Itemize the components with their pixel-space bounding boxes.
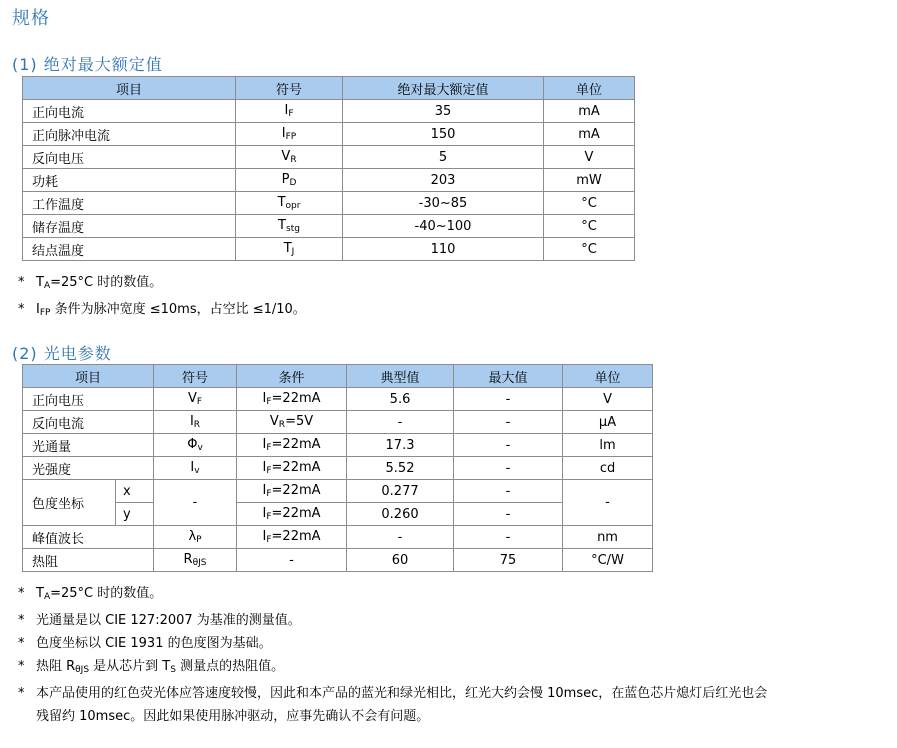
note-text: 色度坐标以 CIE 1931 的色度图为基础。 (36, 636, 272, 651)
symbol-main: V (281, 149, 291, 164)
condition-subscript: R (278, 420, 286, 430)
table-row (23, 215, 635, 238)
symbol-subscript: FP (285, 132, 297, 142)
section-title-absolute-max: (1) 绝对最大额定值 (12, 55, 163, 74)
condition-value: =22mA (271, 460, 321, 475)
note-text: T (36, 586, 44, 601)
notes-absolute-max (18, 271, 306, 325)
note-text: 光通量是以 CIE 127:2007 为基准的测量值。 (36, 613, 301, 628)
cell-symbol (154, 411, 237, 434)
note-subscript: A (43, 592, 51, 602)
condition-value: =22mA (271, 437, 321, 452)
cell-symbol (154, 526, 237, 549)
note-text: 条件为脉冲宽度 ≤10ms，占空比 ≤1/10。 (50, 302, 306, 317)
col-header-item: 项目 (23, 77, 236, 100)
cell-condition: - (237, 549, 347, 572)
page-title: 规格 (12, 8, 50, 29)
cell-value: 203 (343, 169, 544, 192)
col-header-max: 最大值 (454, 365, 563, 388)
condition-main: I (262, 460, 267, 475)
symbol-main: V (187, 391, 197, 406)
note-star: * (18, 659, 25, 674)
table-row (23, 503, 653, 526)
note-star: * (18, 686, 25, 701)
cell-chroma-x-label: x (116, 480, 154, 503)
condition-main: V (269, 414, 279, 429)
cell-typical: 17.3 (347, 434, 454, 457)
condition-value: =22mA (271, 483, 321, 498)
cell-unit: mW (544, 169, 635, 192)
cell-unit: °C (544, 215, 635, 238)
condition-main: I (262, 483, 267, 498)
symbol-main: λ (188, 529, 197, 544)
cell-symbol (236, 238, 343, 261)
table-row (23, 192, 635, 215)
col-header-unit: 单位 (563, 365, 653, 388)
note-subscript: FP (39, 308, 51, 318)
note-item (18, 682, 767, 728)
note-item (18, 655, 767, 682)
cell-unit: cd (563, 457, 653, 480)
cell-typical: - (347, 411, 454, 434)
cell-typical: 0.260 (347, 503, 454, 526)
note-text: =25°C 时的数值。 (50, 586, 163, 601)
cell-unit: °C (544, 238, 635, 261)
cell-max: - (454, 434, 563, 457)
cell-unit: nm (563, 526, 653, 549)
cell-max: 75 (454, 549, 563, 572)
cell-condition (237, 457, 347, 480)
col-header-rating: 绝对最大额定值 (343, 77, 544, 100)
cell-condition (237, 411, 347, 434)
symbol-subscript: R (290, 155, 297, 165)
cell-typical: 60 (347, 549, 454, 572)
symbol-main: I (284, 103, 289, 118)
cell-item: 热阻 (23, 549, 154, 572)
symbol-subscript: F (196, 397, 203, 407)
cell-value: 35 (343, 100, 544, 123)
cell-symbol (154, 457, 237, 480)
note-text: =25°C 时的数值。 (50, 275, 163, 290)
table-row (23, 100, 635, 123)
table-row (23, 123, 635, 146)
cell-item: 正向脉冲电流 (23, 123, 236, 146)
symbol-main: R (183, 552, 193, 567)
symbol-subscript: D (289, 178, 297, 188)
col-header-typical: 典型值 (347, 365, 454, 388)
note-subscript: θJS (75, 665, 90, 675)
note-subscript: A (43, 281, 51, 291)
cell-condition (237, 480, 347, 503)
cell-unit: °C/W (563, 549, 653, 572)
condition-subscript: F (266, 535, 272, 545)
cell-symbol (236, 123, 343, 146)
cell-condition (237, 526, 347, 549)
cell-symbol (236, 146, 343, 169)
cell-symbol (154, 388, 237, 411)
table-row (23, 526, 653, 549)
condition-subscript: F (266, 443, 272, 453)
note-text: 测量点的热阻值。 (175, 659, 285, 674)
note-text: 热阻 R (36, 659, 76, 674)
symbol-subscript: stg (286, 224, 300, 234)
symbol-subscript: v (197, 443, 203, 453)
cell-max: - (454, 480, 563, 503)
note-star: * (18, 613, 25, 628)
table-row (23, 457, 653, 480)
cell-max: - (454, 526, 563, 549)
table-row (23, 169, 635, 192)
table-header-row (23, 365, 653, 388)
note-star: * (18, 275, 25, 290)
cell-item: 反向电压 (23, 146, 236, 169)
cell-unit: mA (544, 100, 635, 123)
cell-symbol (154, 434, 237, 457)
cell-max: - (454, 503, 563, 526)
cell-item-chromaticity: 色度坐标 (23, 480, 116, 526)
cell-typical: 5.52 (347, 457, 454, 480)
table-row (23, 238, 635, 261)
symbol-main: I (190, 460, 195, 475)
note-item (18, 582, 767, 609)
note-text: 残留约 10msec。因此如果使用脉冲驱动，应事先确认不会有问题。 (36, 709, 430, 724)
symbol-main: T (277, 195, 286, 210)
cell-unit: - (563, 480, 653, 526)
cell-item: 正向电压 (23, 388, 154, 411)
note-star: * (18, 586, 25, 601)
symbol-subscript: P (196, 535, 202, 545)
cell-value: 110 (343, 238, 544, 261)
cell-item: 功耗 (23, 169, 236, 192)
absolute-max-table (22, 76, 635, 261)
cell-item: 正向电流 (23, 100, 236, 123)
table-row (23, 411, 653, 434)
cell-unit: mA (544, 123, 635, 146)
cell-unit: °C (544, 192, 635, 215)
cell-value: -40~100 (343, 215, 544, 238)
table-row (23, 146, 635, 169)
cell-item: 光通量 (23, 434, 154, 457)
col-header-unit: 单位 (544, 77, 635, 100)
col-header-condition: 条件 (237, 365, 347, 388)
notes-optical (18, 582, 767, 728)
col-header-symbol: 符号 (236, 77, 343, 100)
symbol-main: I (189, 414, 194, 429)
cell-unit: V (563, 388, 653, 411)
cell-condition (237, 503, 347, 526)
cell-symbol (236, 192, 343, 215)
note-item (18, 298, 306, 325)
note-text: 本产品使用的红色荧光体应答速度较慢，因此和本产品的蓝光和绿光相比，红光大约会慢 10msec，在蓝色芯片熄灯后红光也会 (36, 686, 768, 701)
condition-subscript: F (266, 489, 272, 499)
cell-max: - (454, 388, 563, 411)
condition-main: I (262, 391, 267, 406)
cell-item: 工作温度 (23, 192, 236, 215)
cell-item: 储存温度 (23, 215, 236, 238)
cell-symbol (236, 215, 343, 238)
symbol-subscript: J (291, 247, 295, 257)
symbol-main: T (283, 241, 292, 256)
note-item (18, 632, 767, 655)
cell-typical: 5.6 (347, 388, 454, 411)
note-item (18, 609, 767, 632)
note-star: * (18, 302, 25, 317)
table-header-row (23, 77, 635, 100)
symbol-main: Φ (187, 437, 198, 452)
symbol-subscript: v (194, 466, 200, 476)
condition-value: =22mA (271, 391, 321, 406)
cell-symbol (154, 549, 237, 572)
cell-max: - (454, 411, 563, 434)
condition-subscript: F (266, 397, 272, 407)
cell-condition (237, 434, 347, 457)
cell-value: 150 (343, 123, 544, 146)
cell-item: 反向电流 (23, 411, 154, 434)
table-row (23, 549, 653, 572)
symbol-main: I (281, 126, 286, 141)
symbol-subscript: F (288, 109, 294, 119)
cell-symbol (236, 169, 343, 192)
note-item (18, 271, 306, 298)
condition-main: I (262, 529, 267, 544)
cell-condition (237, 388, 347, 411)
condition-subscript: F (266, 512, 272, 522)
cell-item: 峰值波长 (23, 526, 154, 549)
condition-main: I (262, 506, 267, 521)
symbol-main: T (278, 218, 286, 233)
table-row (23, 434, 653, 457)
section-title-optical: (2) 光电参数 (12, 344, 112, 363)
col-header-item: 项目 (23, 365, 154, 388)
col-header-symbol: 符号 (154, 365, 237, 388)
condition-value: =22mA (271, 529, 321, 544)
cell-symbol (236, 100, 343, 123)
symbol-main: P (281, 172, 290, 187)
cell-symbol: - (154, 480, 237, 526)
note-text: T (36, 275, 44, 290)
note-text: I (36, 302, 40, 317)
condition-value: =22mA (271, 506, 321, 521)
cell-value: -30~85 (343, 192, 544, 215)
cell-unit: lm (563, 434, 653, 457)
condition-subscript: F (266, 466, 272, 476)
cell-item: 光强度 (23, 457, 154, 480)
table-row (23, 480, 653, 503)
symbol-subscript: θJS (192, 558, 207, 568)
symbol-subscript: opr (285, 201, 301, 211)
cell-typical: 0.277 (347, 480, 454, 503)
note-subscript: S (170, 665, 176, 675)
cell-max: - (454, 457, 563, 480)
note-star: * (18, 636, 25, 651)
condition-value: =5V (285, 414, 314, 429)
symbol-subscript: R (193, 420, 201, 430)
cell-chroma-y-label: y (116, 503, 154, 526)
optical-table (22, 364, 653, 572)
cell-item: 结点温度 (23, 238, 236, 261)
cell-value: 5 (343, 146, 544, 169)
cell-unit: μA (563, 411, 653, 434)
condition-main: I (262, 437, 267, 452)
table-row (23, 388, 653, 411)
cell-typical: - (347, 526, 454, 549)
cell-unit: V (544, 146, 635, 169)
note-text: 是从芯片到 T (89, 659, 171, 674)
